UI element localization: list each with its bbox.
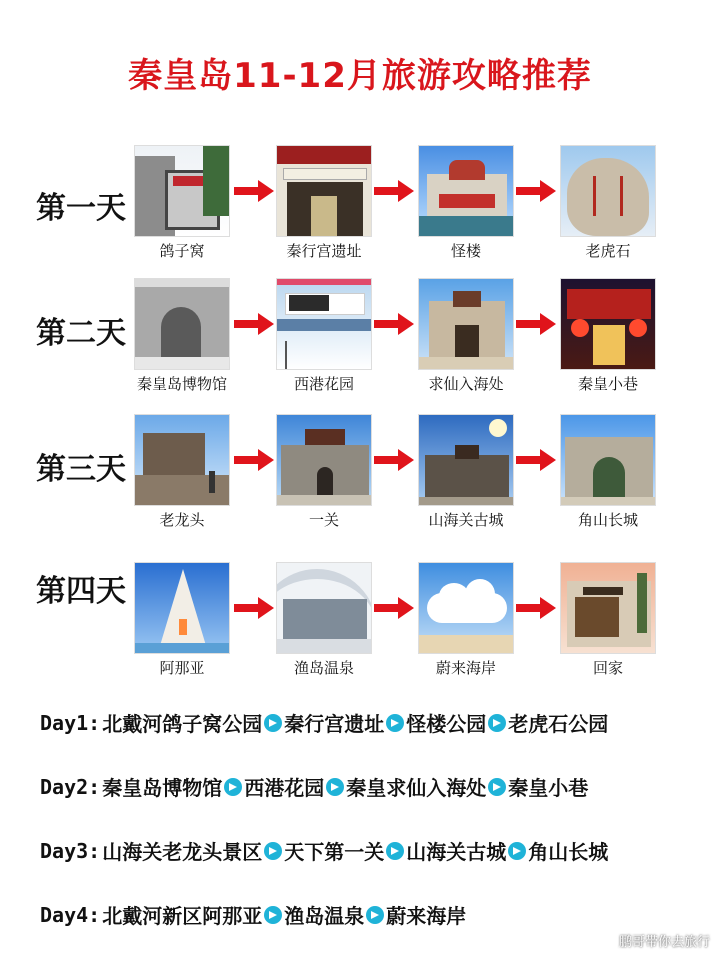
spot-caption: 西港花园 — [293, 375, 354, 393]
arrow-right-icon — [374, 449, 414, 471]
route-line — [40, 900, 466, 929]
route-stop: 北戴河新区阿那亚 — [102, 904, 263, 928]
home-photo — [560, 562, 656, 654]
circle-arrow-icon — [264, 906, 282, 924]
day-label: 第三天 — [36, 452, 126, 487]
arrow-right-icon — [234, 449, 274, 471]
spot-caption: 山海关古城 — [428, 511, 504, 529]
fort-photo — [134, 414, 230, 506]
route-line — [40, 836, 608, 865]
arrow-right-icon — [516, 449, 556, 471]
rock-photo — [560, 145, 656, 237]
route-stop: 秦皇小巷 — [508, 776, 589, 800]
resort-photo — [276, 562, 372, 654]
arrow-right-icon — [374, 180, 414, 202]
route-stop: 西港花园 — [244, 776, 325, 800]
spot-card[interactable] — [134, 562, 230, 678]
spot-card[interactable] — [276, 414, 372, 530]
route-stop: 山海关古城 — [406, 840, 507, 864]
circle-arrow-icon — [366, 906, 384, 924]
city-gate-photo — [276, 414, 372, 506]
arrow-right-icon — [516, 597, 556, 619]
spot-caption: 鸽子窝 — [159, 242, 205, 260]
circle-arrow-icon — [488, 778, 506, 796]
arrow-right-icon — [374, 313, 414, 335]
spot-caption: 老虎石 — [585, 242, 631, 260]
route-stop: 蔚来海岸 — [386, 904, 467, 928]
spot-caption: 怪楼 — [450, 242, 481, 260]
spot-caption: 角山长城 — [577, 511, 638, 529]
arrow-right-icon — [374, 597, 414, 619]
route-stop: 山海关老龙头景区 — [102, 840, 263, 864]
route-stop: 秦皇求仙入海处 — [346, 776, 487, 800]
page-title: 秦皇岛11-12月旅游攻略推荐 — [128, 56, 592, 96]
circle-arrow-icon — [386, 714, 404, 732]
gate-photo — [134, 145, 230, 237]
circle-arrow-icon — [386, 842, 404, 860]
spot-card[interactable] — [560, 145, 656, 261]
route-stop: 天下第一关 — [284, 840, 385, 864]
circle-arrow-icon — [488, 714, 506, 732]
route-day-tag: Day1: — [40, 710, 101, 735]
spot-card[interactable] — [418, 562, 514, 678]
castle-photo — [418, 145, 514, 237]
route-stop: 北戴河鸽子窝公园 — [102, 712, 263, 736]
spot-card[interactable] — [276, 562, 372, 678]
spot-caption: 秦皇岛博物馆 — [136, 375, 227, 393]
day-label: 第二天 — [36, 316, 126, 351]
circle-arrow-icon — [264, 842, 282, 860]
spot-card[interactable] — [134, 278, 230, 394]
spot-caption: 老龙头 — [159, 511, 205, 529]
day-label: 第四天 — [36, 574, 126, 609]
museum-photo — [134, 278, 230, 370]
archway-photo — [418, 278, 514, 370]
spot-caption: 一关 — [308, 511, 339, 529]
harbor-photo — [276, 278, 372, 370]
spot-caption: 回家 — [592, 659, 623, 677]
route-stop: 秦皇岛博物馆 — [102, 776, 223, 800]
old-city-photo — [418, 414, 514, 506]
spot-card[interactable] — [276, 145, 372, 261]
spot-card[interactable] — [418, 145, 514, 261]
arrow-right-icon — [234, 597, 274, 619]
cloud-sculpture-photo — [418, 562, 514, 654]
circle-arrow-icon — [326, 778, 344, 796]
route-day-tag: Day3: — [40, 838, 101, 863]
spot-caption: 秦皇小巷 — [577, 375, 638, 393]
chapel-photo — [134, 562, 230, 654]
spot-card[interactable] — [418, 278, 514, 394]
spot-caption: 渔岛温泉 — [293, 659, 354, 677]
spot-caption: 阿那亚 — [159, 659, 205, 677]
spot-card[interactable] — [134, 145, 230, 261]
spot-card[interactable] — [560, 562, 656, 678]
circle-arrow-icon — [224, 778, 242, 796]
spot-caption: 蔚来海岸 — [435, 659, 496, 677]
spot-card[interactable] — [560, 278, 656, 394]
great-wall-gate-photo — [560, 414, 656, 506]
palace-gate-photo — [276, 145, 372, 237]
route-day-tag: Day2: — [40, 774, 101, 799]
lantern-street-photo — [560, 278, 656, 370]
day-label: 第一天 — [36, 191, 126, 226]
spot-card[interactable] — [134, 414, 230, 530]
arrow-right-icon — [234, 180, 274, 202]
route-stop: 怪楼公园 — [406, 712, 487, 736]
route-line — [40, 772, 588, 801]
spot-card[interactable] — [418, 414, 514, 530]
arrow-right-icon — [234, 313, 274, 335]
route-stop: 角山长城 — [528, 840, 609, 864]
route-line — [40, 708, 608, 737]
spot-card[interactable] — [560, 414, 656, 530]
watermark: 鹏哥带你去旅行 — [618, 935, 710, 950]
route-stop: 老虎石公园 — [508, 712, 609, 736]
arrow-right-icon — [516, 313, 556, 335]
route-stop: 渔岛温泉 — [284, 904, 365, 928]
spot-caption: 求仙入海处 — [428, 375, 504, 393]
arrow-right-icon — [516, 180, 556, 202]
spot-caption: 秦行宫遗址 — [286, 242, 362, 260]
route-stop: 秦行宫遗址 — [284, 712, 385, 736]
circle-arrow-icon — [508, 842, 526, 860]
route-day-tag: Day4: — [40, 902, 101, 927]
spot-card[interactable] — [276, 278, 372, 394]
circle-arrow-icon — [264, 714, 282, 732]
